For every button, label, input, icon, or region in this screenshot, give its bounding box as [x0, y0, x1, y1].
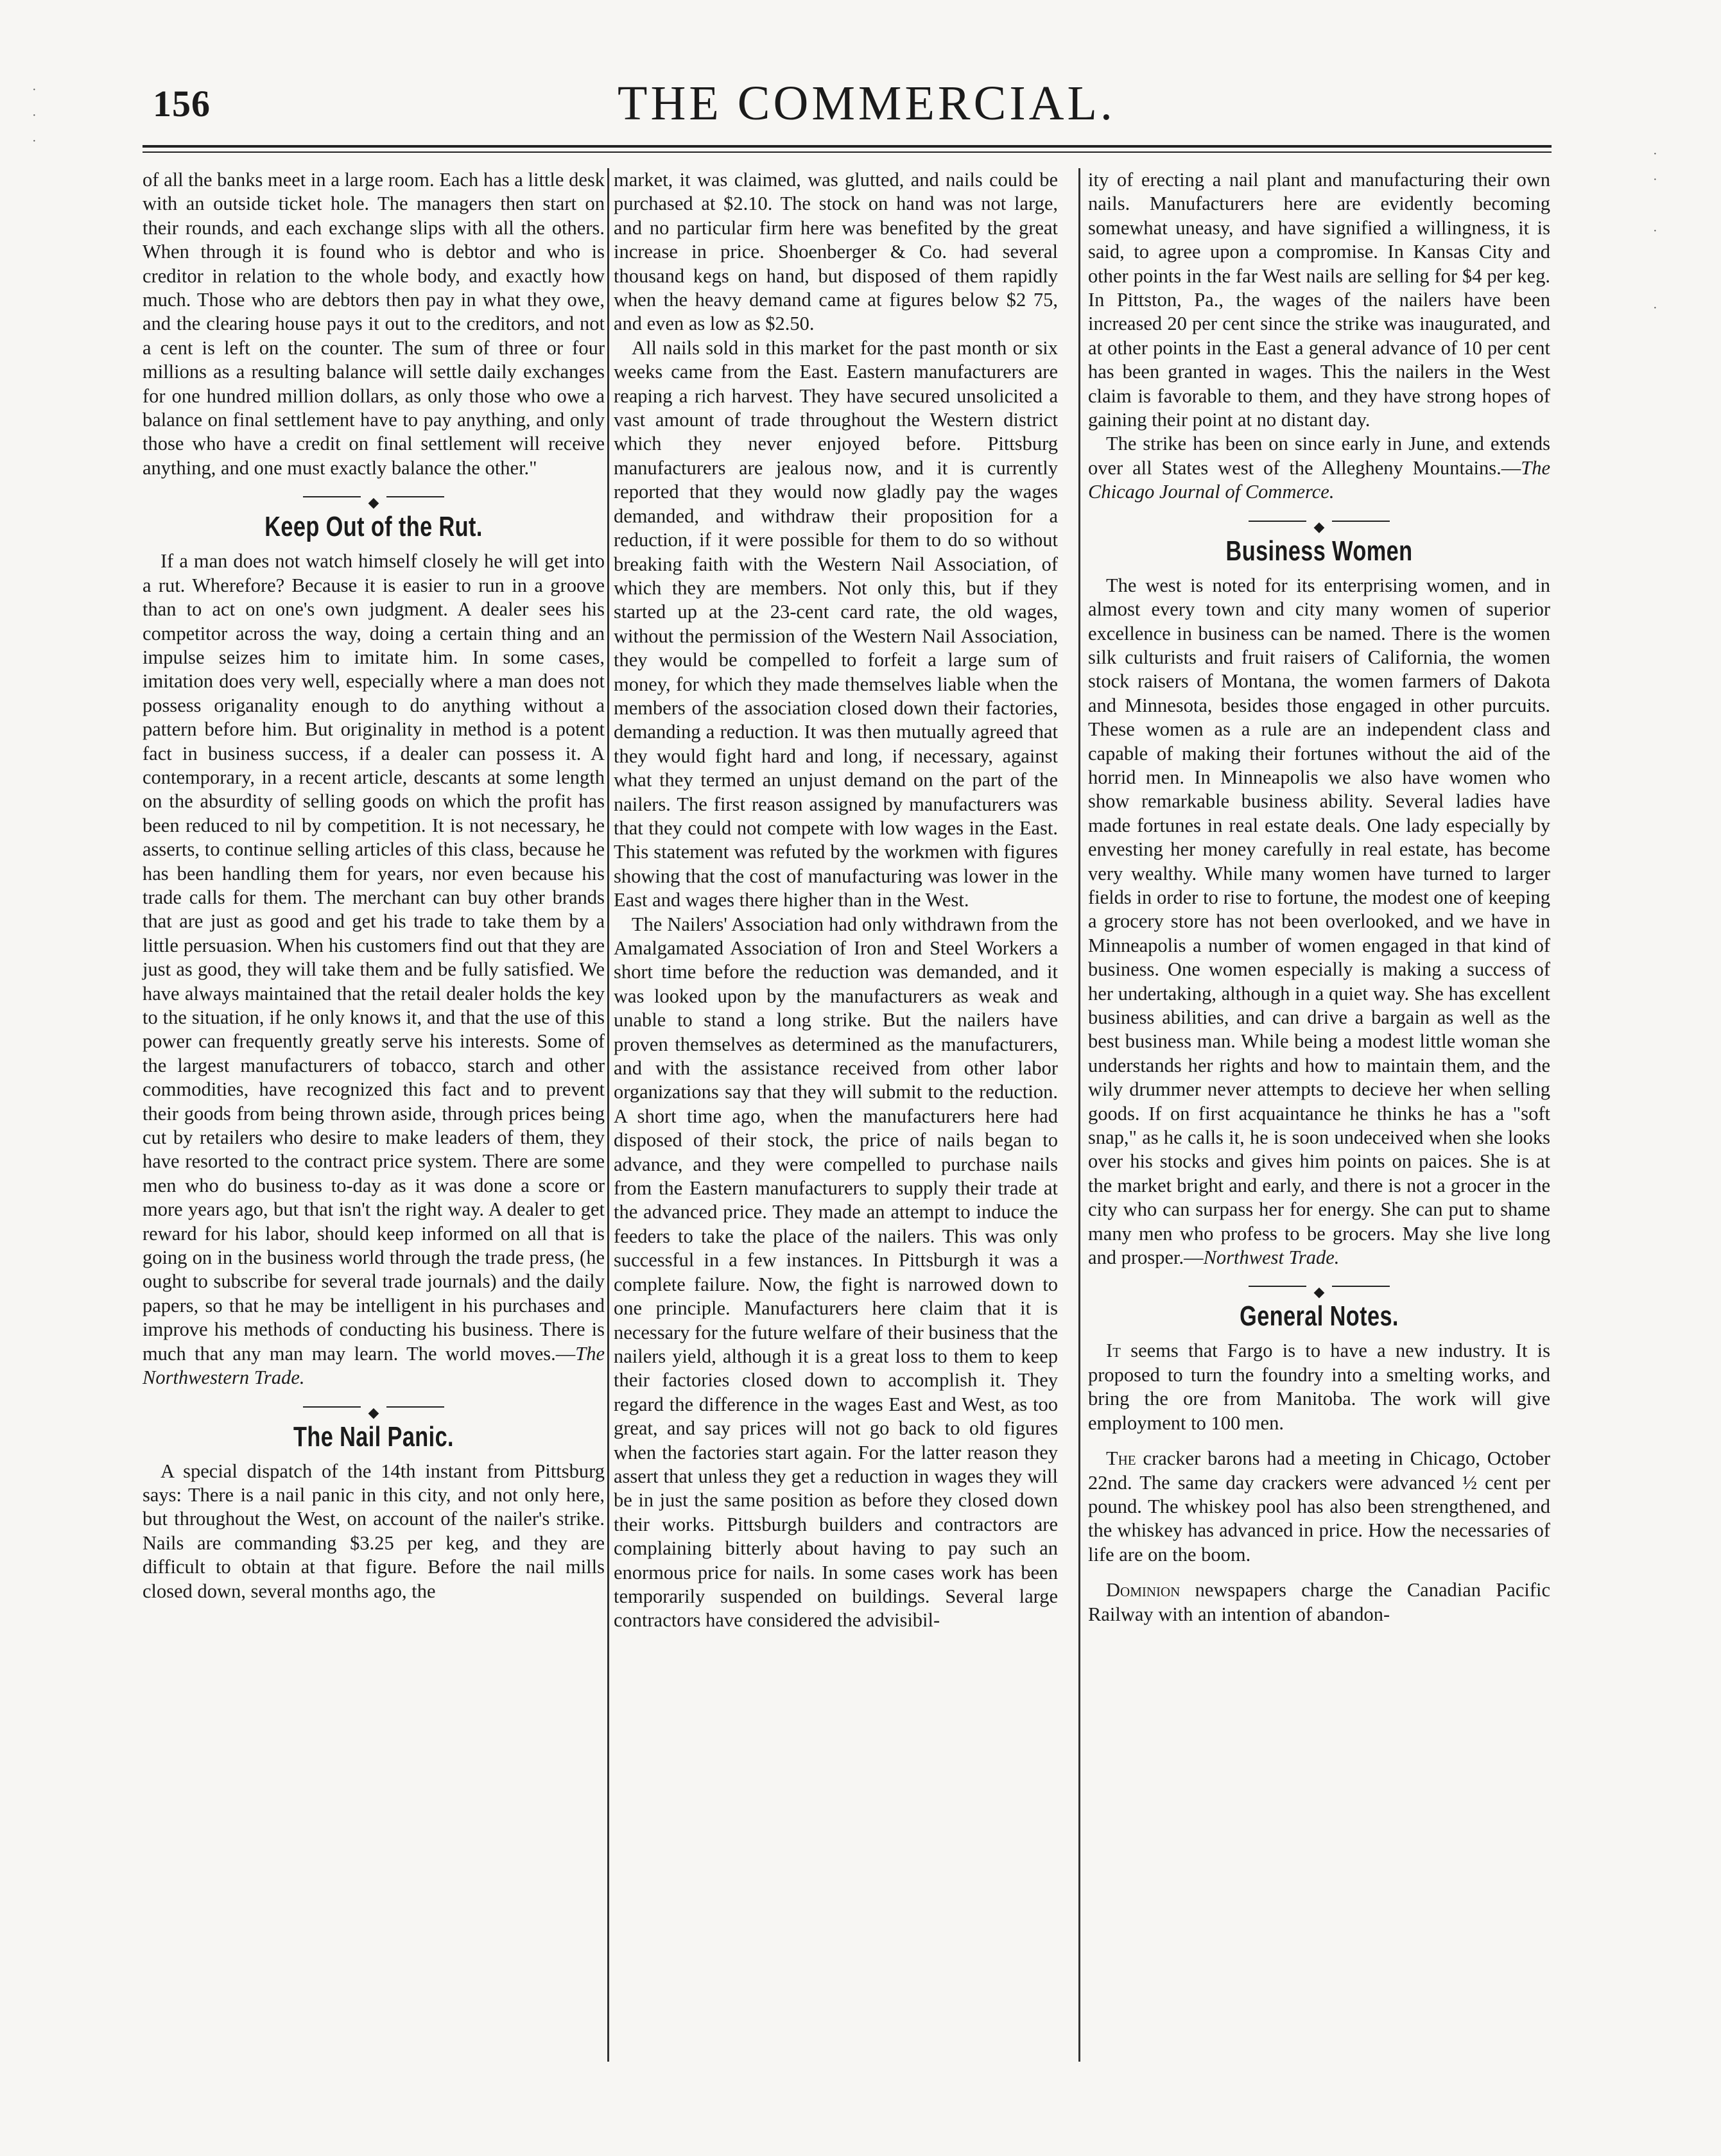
- masthead-title: THE COMMERCIAL.: [618, 76, 1116, 130]
- paragraph: ity of erecting a nail plant and manufacturing their own nails. Manufacturers here are evidently becoming somewhat uneasy, and have signified a willingness, it is said, to agree upon a compromise. In Kansas City and other points in the far West nails are selling for $4 per keg. In Pittston, Pa., the wages of the nailers have been increased 20 per cent since the strike was inaugurated, and at other points in the East a general advance of 10 per cent has been granted in wages. This the nailers in the West claim is favorable to them, and they have strong hopes of gaining their point at no distant day.: [1088, 169, 1550, 431]
- column-2: [614, 168, 1058, 1633]
- paragraph: The Nailers' Association had only withdrawn from the Amalgamated Association of Iron and Steel Workers a short time before the reduction was demanded, and it was looked upon by the manufacturers as weak and unable to stand a long strike. But the nailers have proven themselves as determined as the manufacturers, and with the assistance received from other labor organizations say that they will submit to the reduction. A short time ago, when the manufacturers here had disposed of their stock, the price of nails began to advance, and they were compelled to purchase nails from the Eastern manufacturers to supply their trade at the advanced price. They made an attempt to induce the feeders to take the place of the nailers. This was only successful in a few instances. In Pittsburgh it was a complete failure. Now, the fight is narrowed down to one principle. Manufacturers here claim that it is necessary for the future welfare of their business that the nailers yield, although it is a great loss to them to keep their factories closed down to accomplish it. They regard the difference in the wages East and West, as too great, and say prices will not go back to old figures when the factories start again. For the latter reason they assert that unless they get a reduction in wages they will be in just the same position as before they closed down their works. Pittsburgh builders and contractors are complaining bitterly about having to pay such an enormous price for nails. In some cases work has been temporarily suspended on buildings. Several large contractors have considered the advisibil-: [614, 913, 1058, 1632]
- heading-general-notes: General Notes.: [1240, 1300, 1399, 1332]
- paragraph: All nails sold in this market for the past month or six weeks came from the East. Eastern manufacturers are reaping a rich harvest. They have secured unsolicited a vast amount of trade throughout the Western district which they never enjoyed before. Pittsburg manufacturers are jealous now, and it is currently reported that they would now gladly pay the wages demanded, and withdraw their proposition for a reduction, if it were possible for them to do so without breaking faith with the Western Nail Association, of which they are members. Not only this, but if they started up at the 23-cent card rate, the old wages, without the permission of the Western Nail Association, they would be compelled to forfeit a large sum of money, for which they made themselves liable when the members of the association closed down their factories, demanding a reduction. It was then mutually agreed that they would fight hard and long, if necessary, against what they termed an unjust demand on the part of the nailers. The first reason assigned by manufacturers was that they could not compete with low wages in the East. This statement was refuted by the workmen with figures showing that the cost of manufacturing was lower in the East and wages there higher than in the West.: [614, 336, 1058, 911]
- paragraph: Dominion newspapers charge the Canadian Pacific Railway with an intention of abandon-: [1088, 1579, 1550, 1625]
- heading-business-women: Business Women: [1225, 535, 1413, 567]
- paragraph: The cracker barons had a meeting in Chicago, October 22nd. The same day crackers were advanced ½ cent per pound. The whiskey pool has also been strengthened, and the whiskey has advanced in price. How the necessaries of life are on the boom.: [1088, 1447, 1550, 1565]
- paragraph: The west is noted for its enterprising women, and in almost every town and city many women of superior excellence in business can be named. There is the women silk culturists and fruit raisers of California, the women stock raisers of Montana, the women farmers of Dakota and Minnesota, besides those engaged in other purcuits. These women as a rule are an independent class and capable of making their fortunes without the aid of the horrid men. In Minneapolis we also have women who show remarkable business ability. Several ladies have made fortunes in real estate deals. One lady especially by envesting her money carefully in real estate, has become very wealthy. While many women have turned to larger fields in order to rise to fortune, the modest one of keeping a grocery store has not been overlooked, and we have in Minneapolis a number of women engaged in that kind of business. One women especially is making a success of her undertaking, although in a quiet way. She has excellent business abilities, and can drive a bargain as well as the best business man. While being a modest little woman she understands her rights and how to maintain them, and the wily drummer never attempts to decieve her when selling goods. If on first acquaintance he thinks he has a "soft snap," as he calls it, he is soon undeceived when she looks over his stocks and gives him points on paices. She is at the market bright and early, and there is not a grocer in the city who can surpass her for energy. She can put to shame many men who profess to be grocers. May she live long and prosper.—Northwest Trade.: [1088, 574, 1550, 1269]
- page-number: 156: [153, 83, 211, 125]
- source-credit: Northwest Trade.: [1203, 1246, 1340, 1269]
- source-credit: The Chicago Journal of Commerce.: [1088, 456, 1550, 503]
- paragraph: of all the banks meet in a large room. Each has a little desk with an outside ticket hole. The managers then start on their rounds, and each exchange slips with all the others. When through it is found who is debtor and who is creditor in relation to the whole body, and exactly how much. Those who are debtors then pay in what they owe, and the clearing house pays it out to the creditors, and not a cent is left on the counter. The sum of three or four millions as a resulting balance will settle daily exchanges for one hundred million dollars, as only those who owe a balance on final settlement have to pay anything, and only those who have a credit on final settlement will receive anything, and one must exactly balance the other.": [143, 169, 605, 479]
- paragraph: market, it was claimed, was glutted, and nails could be purchased at $2.10. The stock on hand was not large, and no particular firm here was benefited by the great increase in price. Shoenberger & Co. had several thousand kegs on hand, but disposed of them rapidly when the heavy demand came at figures below $2 75, and even as low as $2.50.: [614, 169, 1058, 335]
- column-divider-2: [1078, 168, 1080, 2062]
- section-ornament: ◆: [1088, 1279, 1550, 1294]
- column-divider-1: [607, 168, 609, 2062]
- margin-specks-left: · · ·: [32, 83, 37, 148]
- column-3: [1088, 168, 1550, 1626]
- section-ornament: ◆: [1088, 513, 1550, 529]
- source-credit: The Northwestern Trade.: [143, 1342, 605, 1389]
- margin-specks-right: · · · ·: [1653, 147, 1657, 315]
- section-ornament: ◆: [143, 1399, 605, 1415]
- header-rule-top: [143, 145, 1552, 148]
- paragraph: The strike has been on since early in June, and extends over all States west of the Allegheny Mountains.—The Chicago Journal of Commerce.: [1088, 433, 1550, 503]
- header-rule-bottom: [143, 151, 1552, 153]
- column-1: [143, 168, 605, 1603]
- paragraph: A special dispatch of the 14th instant from Pittsburg says: There is a nail panic in this city, and not only here, but throughout the West, on account of the nailer's strike. Nails are commanding $3.25 per keg, and they are difficult to obtain at that figure. Before the nail mills closed down, several months ago, the: [143, 1460, 605, 1602]
- heading-the-nail-panic: The Nail Panic.: [293, 1420, 454, 1453]
- paragraph: If a man does not watch himself closely he will get into a rut. Wherefore? Because it is easier to run in a groove than to act on one's own judgment. A dealer sees his competitor across the way, doing a certain thing and an impulse seizes him to imitate him. In some cases, imitation does very well, especially where a man does not possess origanality enough to do anything without a pattern before him. But originality in method is a potent fact in business success, if a dealer can possess it. A contemporary, in a recent article, descants at some length on the absurdity of selling goods on which the profit has been reduced to nil by competition. It is not necessary, he asserts, to continue selling articles of this class, because he has been handling them for years, nor even because his trade calls for them. The merchant can buy other brands that are just as good and get his trade to take them by a little persuasion. When his customers find out that they are just as good, they will take them and be fully satisfied. We have always maintained that the retail dealer holds the key to the situation, if he only knows it, and that the use of this power can frequently greatly serve his interests. Some of the largest manufacturers of tobacco, starch and other commodities, have recognized this fact and to prevent their goods from being thrown aside, through prices being cut by retailers who desire to make leaders of them, they have resorted to the contract price system. There are some men who do business to-day as it was done a score or more years ago, but that isn't the right way. A dealer to get reward for his labor, should keep informed on all that is going on in the business world through the trade press, (he ought to subscribe for several trade journals) and the daily papers, so that he may be intelligent in his purchases and improve his methods of conducting his business. There is much that any man may learn. The world moves.—The Northwestern Trade.: [143, 550, 605, 1389]
- paragraph: It seems that Fargo is to have a new industry. It is proposed to turn the foundry into a smelting works, and bring the ore from Manitoba. The work will give employment to 100 men.: [1088, 1340, 1550, 1434]
- heading-keep-out-of-the-rut: Keep Out of the Rut.: [264, 511, 483, 543]
- section-ornament: ◆: [143, 489, 605, 505]
